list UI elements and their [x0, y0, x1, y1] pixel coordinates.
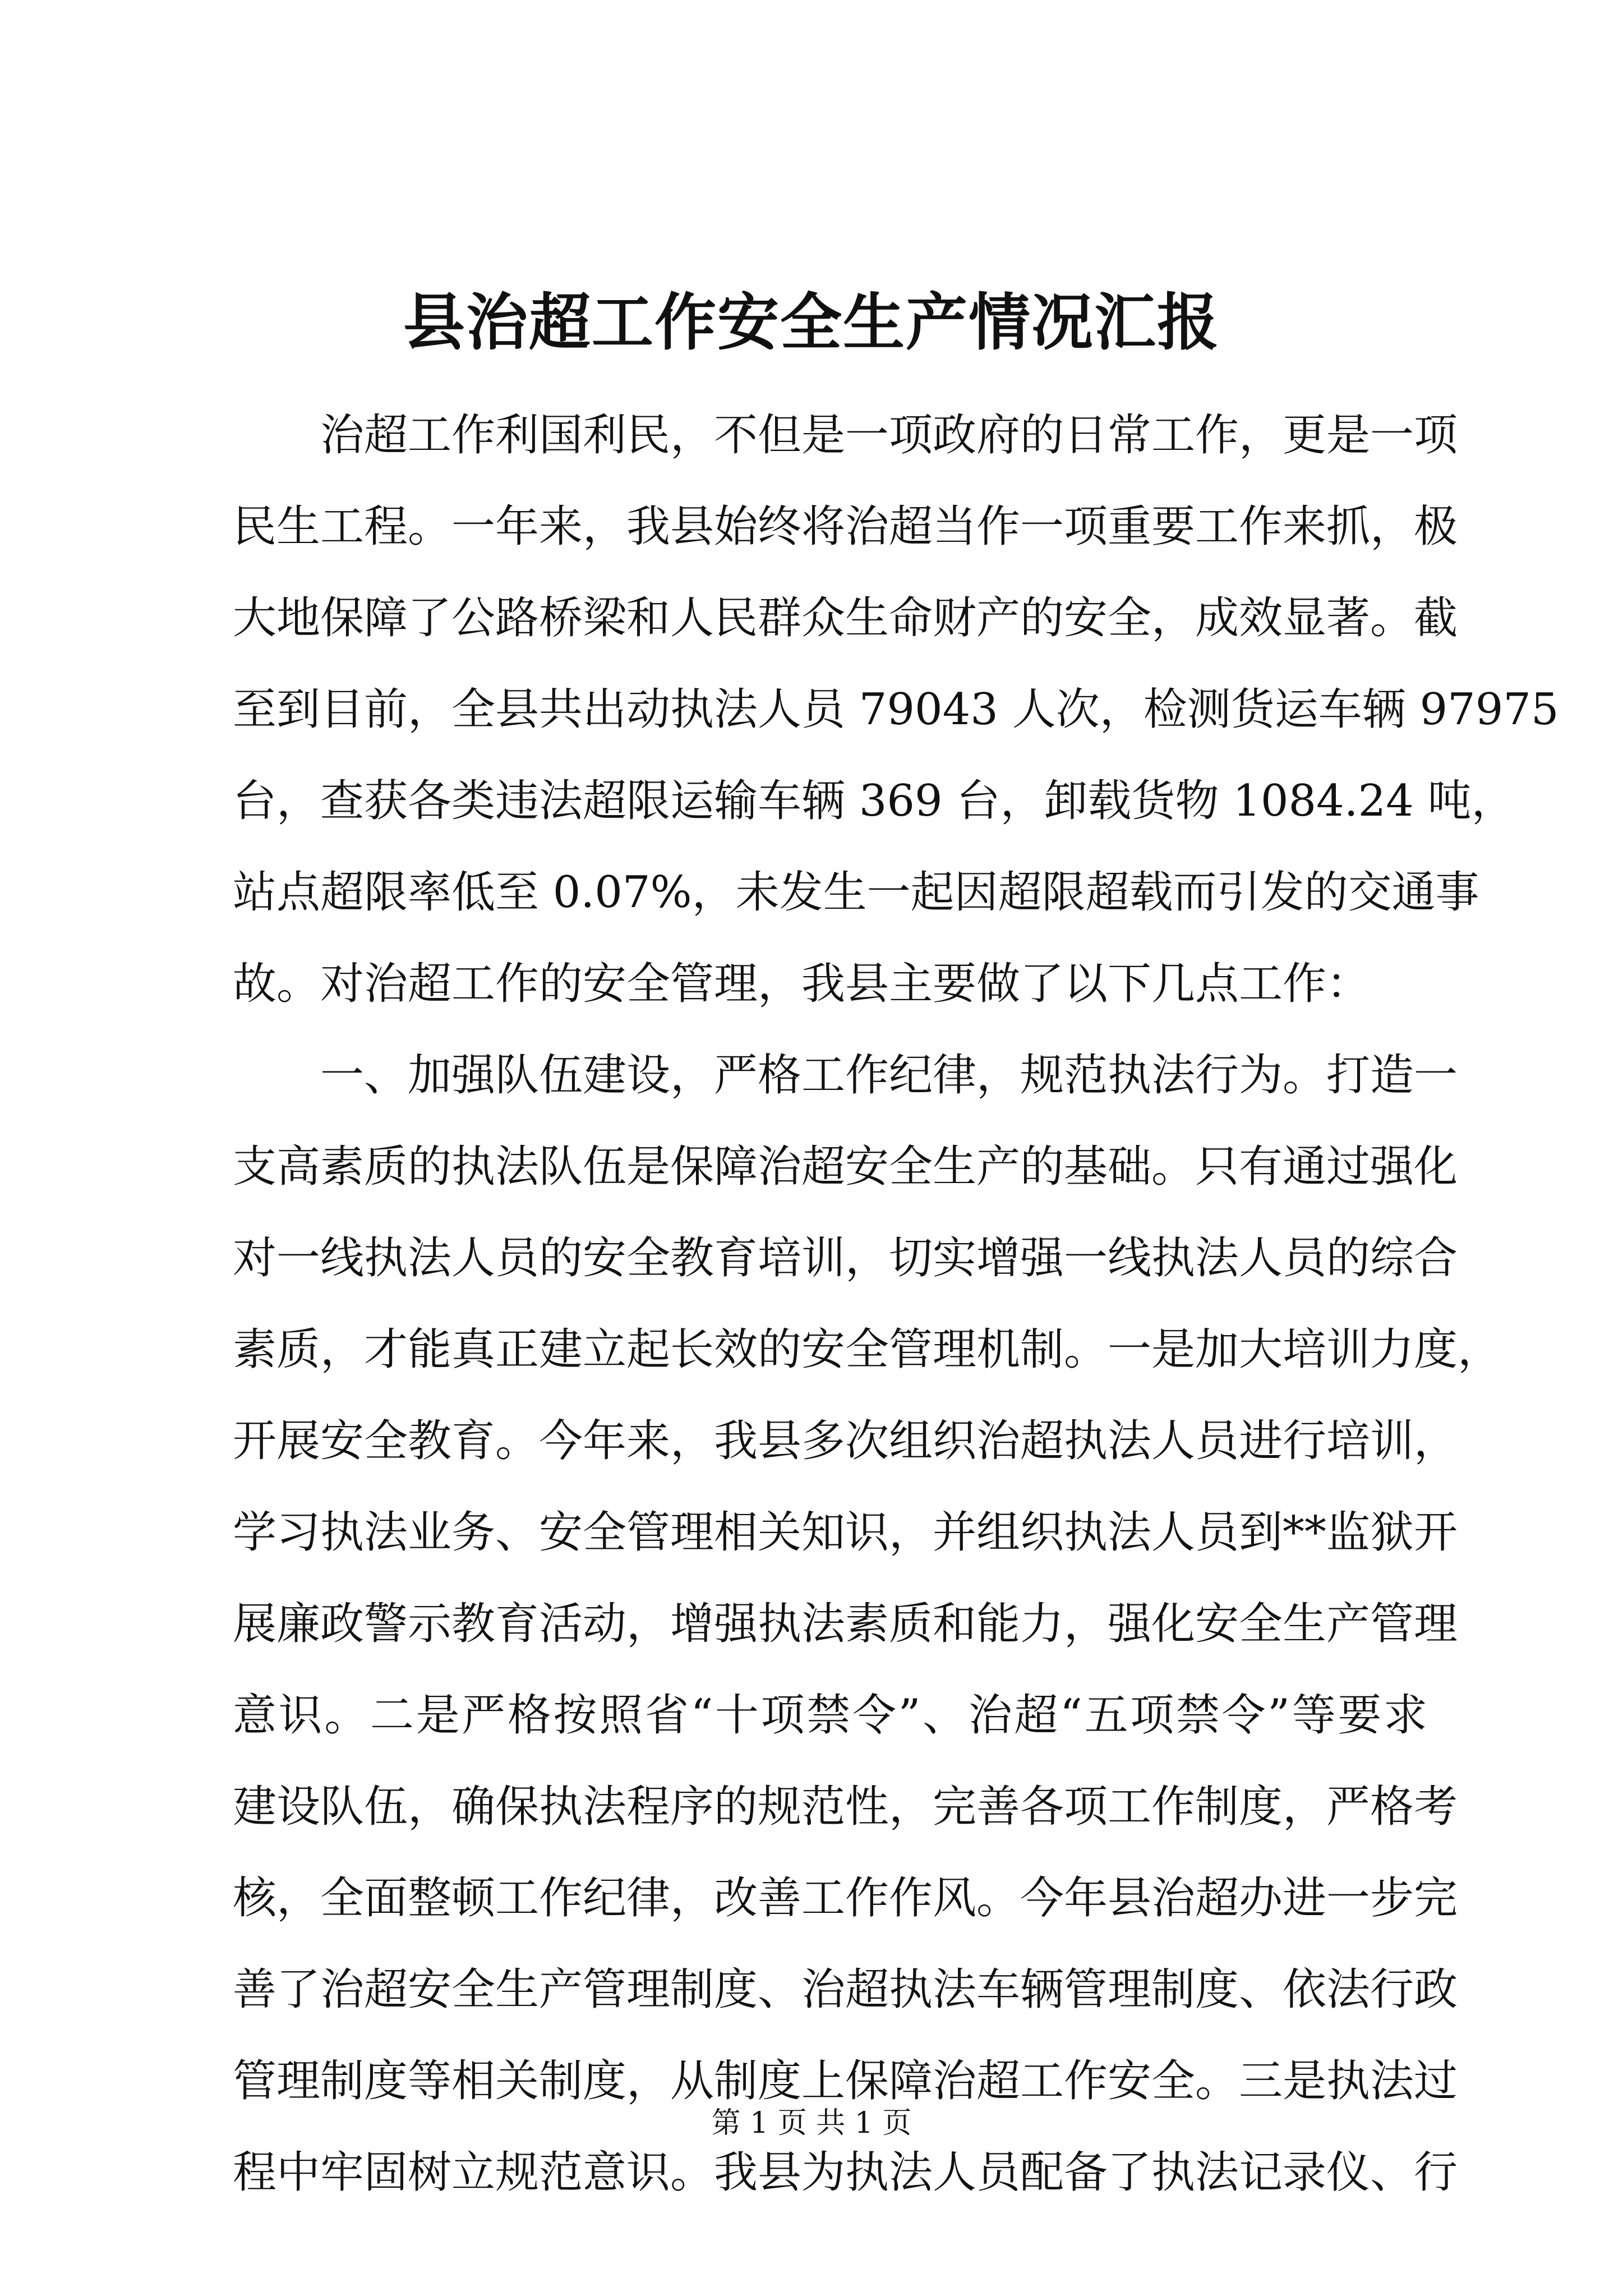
page-footer: 第 1 页 共 1 页 [711, 2106, 912, 2140]
body-line: 至到目前，全县共出动执法人员 79043 人次，检测货运车辆 97975 [233, 684, 1559, 735]
body-line: 展廉政警示教育活动，增强执法素质和能力，强化安全生产管理 [233, 1599, 1458, 1649]
body-line: 素质，才能真正建立起长效的安全管理机制。一是加大培训力度， [233, 1324, 1502, 1375]
body-line: 程中牢固树立规范意识。我县为执法人员配备了执法记录仪、行 [233, 2147, 1458, 2198]
body-line: 建设队伍，确保执法程序的规范性，完善各项工作制度，严格考 [233, 1782, 1458, 1832]
body-line: 开展安全教育。今年来，我县多次组织治超执法人员进行培训， [233, 1416, 1458, 1466]
body-line: 民生工程。一年来，我县始终将治超当作一项重要工作来抓，极 [233, 501, 1458, 552]
body-line: 管理制度等相关制度，从制度上保障治超工作安全。三是执法过 [233, 2056, 1458, 2106]
body-line: 故。对治超工作的安全管理，我县主要做了以下几点工作： [233, 959, 1371, 1009]
document-title: 县治超工作安全生产情况汇报 [403, 286, 1220, 358]
body-line: 学习执法业务、安全管理相关知识，并组织执法人员到**监狱开 [233, 1507, 1458, 1558]
body-line: 善了治超安全生产管理制度、治超执法车辆管理制度、依法行政 [233, 1964, 1458, 2015]
body-line: 一、加强队伍建设，严格工作纪律，规范执法行为。打造一 [233, 1050, 1458, 1101]
body-line: 意识。二是严格按照省“十项禁令”、治超“五项禁令”等要求 [233, 1690, 1427, 1741]
body-line: 大地保障了公路桥梁和人民群众生命财产的安全，成效显著。截 [233, 593, 1458, 643]
body-line: 治超工作利国利民，不但是一项政府的日常工作，更是一项 [233, 410, 1458, 461]
body-line: 对一线执法人员的安全教育培训，切实增强一线执法人员的综合 [233, 1233, 1458, 1283]
body-line: 核，全面整顿工作纪律，改善工作作风。今年县治超办进一步完 [233, 1873, 1458, 1924]
document-body [233, 390, 1559, 2219]
body-line: 支高素质的执法队伍是保障治超安全生产的基础。只有通过强化 [233, 1142, 1458, 1192]
body-line: 站点超限率低至 0.07%，未发生一起因超限超载而引发的交通事 [233, 867, 1479, 918]
body-line: 台，查获各类违法超限运输车辆 369 台，卸载货物 1084.24 吨， [233, 776, 1515, 826]
